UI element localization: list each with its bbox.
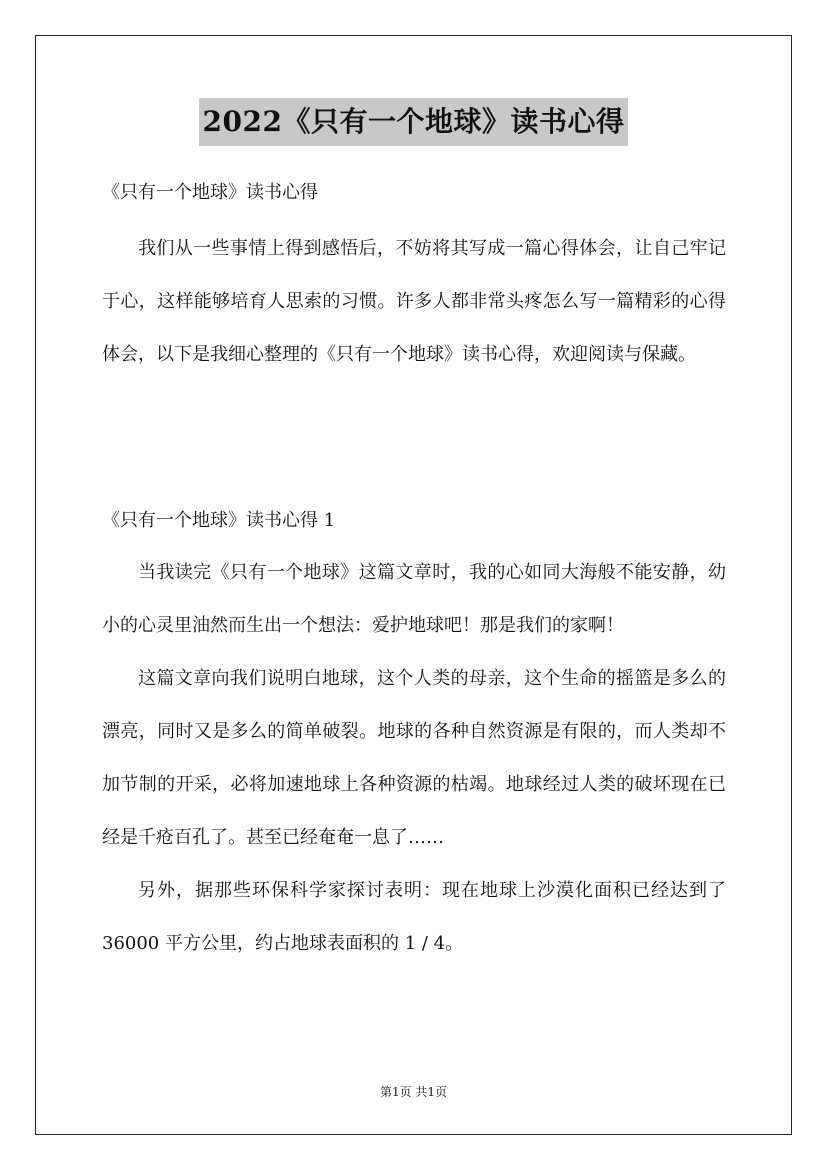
intro-section xyxy=(102,222,726,381)
intro-heading: 《只有一个地球》读书心得 xyxy=(102,182,318,203)
section-heading: 《只有一个地球》读书心得 1 xyxy=(102,510,336,531)
paragraph-3: 另外，据那些环保科学家探讨表明：现在地球上沙漠化面积已经达到了 36000 平方公里，约占地球表面积的 1 / 4。 xyxy=(102,880,726,954)
paragraph-1: 当我读完《只有一个地球》这篇文章时，我的心如同大海般不能安静，幼小的心灵里油然而生出一个想法：爱护地球吧！那是我们的家啊！ xyxy=(102,562,726,636)
paragraph-2: 这篇文章向我们说明白地球，这个人类的母亲，这个生命的摇篮是多么的漂亮，同时又是多么的简单破裂。地球的各种自然资源是有限的，而人类却不加节制的开采，必将加速地球上各种资源的枯竭。地球经过人类的破坏现在已经是千疮百孔了。甚至已经奄奄一息了…… xyxy=(102,668,726,848)
document-title: 2022《只有一个地球》读书心得 xyxy=(199,98,629,146)
page-footer: 第1页 共1页 xyxy=(379,1085,448,1099)
title-container xyxy=(0,98,827,146)
intro-paragraph: 我们从一些事情上得到感悟后，不妨将其写成一篇心得体会，让自己牢记于心，这样能够培育人思索的习惯。许多人都非常头疼怎么写一篇精彩的心得体会，以下是我细心整理的《只有一个地球》读书心得，欢迎阅读与保藏。 xyxy=(102,238,726,365)
main-content xyxy=(102,546,726,970)
